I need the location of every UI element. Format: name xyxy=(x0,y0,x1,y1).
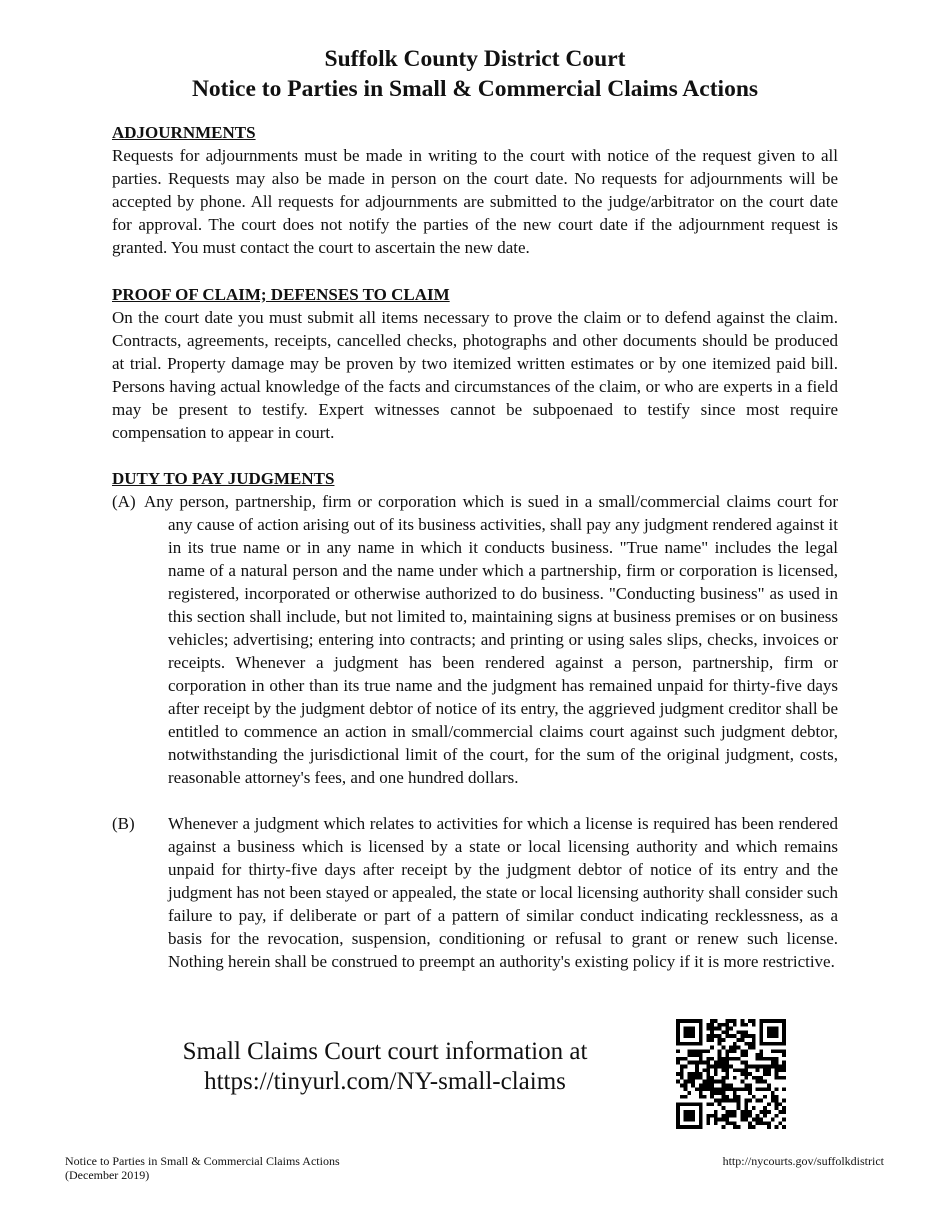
notice-title: Notice to Parties in Small & Commercial Claims Actions xyxy=(191,76,759,102)
court-name: Suffolk County District Court xyxy=(324,46,626,72)
adjournments-section xyxy=(112,121,838,259)
duty-section xyxy=(112,467,838,973)
footer-left xyxy=(65,1154,340,1182)
adjournments-body: Requests for adjournments must be made in writing to the court with notice of the request given to all parties. Requests may also be made in person on the court date. No requests for adjournments will be accepted by phone. All requests for adjournments are submitted to the judge/arbitrator on the court date for approval. The court does not notify the parties of the new court date if the adjournment request is granted. You must contact the court to ascertain the new date. xyxy=(112,146,838,257)
qr-code-icon[interactable] xyxy=(676,1019,786,1129)
duty-item-b xyxy=(112,812,838,973)
proof-heading: PROOF OF CLAIM; DEFENSES TO CLAIM xyxy=(112,285,450,304)
court-info-text: Small Claims Court court information at xyxy=(182,1038,588,1065)
footer-form-name: Notice to Parties in Small & Commercial Claims Actions xyxy=(65,1154,340,1168)
duty-heading: DUTY TO PAY JUDGMENTS xyxy=(112,469,335,488)
item-marker: (B) xyxy=(112,814,135,833)
adjournments-heading: ADJOURNMENTS xyxy=(112,123,256,142)
item-text: Whenever a judgment which relates to activities for which a license is required has been rendered against a business which is licensed by a state or local licensing authority and which remains unpaid for thirty-five days after receipt by the judgment debtor of notice of its entry and the judgment has not been stayed or appealed, the state or local licensing authority shall consider such failure to pay, if deliberate or part of a pattern of similar conduct indicating recklessness, as a basis for the revocation, suspension, conditioning or refusal to grant or renew such license. Nothing herein shall be construed to preempt an authority's existing policy if it is more restrictive. xyxy=(168,814,838,971)
footer-website[interactable]: http://nycourts.gov/suffolkdistrict xyxy=(722,1154,884,1168)
page-title xyxy=(0,44,950,104)
court-info-url[interactable]: https://tinyurl.com/NY-small-claims xyxy=(204,1068,566,1095)
court-info xyxy=(150,1037,620,1097)
duty-item-a xyxy=(112,490,838,789)
footer-date: (December 2019) xyxy=(65,1168,150,1182)
item-text: Any person, partnership, firm or corporation which is sued in a small/commercial claims court for any cause of action arising out of its business activities, shall pay any judgment rendered against it in its true name or in any name in which it conducts business. "True name" includes the legal name of a natural person and the name under which a partnership, firm or corporation is licensed, registered, incorporated or otherwise authorized to do business. "Conducting business" as used in this section shall include, but not limited to, maintaining signs at business premises or on business vehicles; advertising; entering into contracts; and printing or using sales slips, checks, invoices or receipts. Whenever a judgment has been rendered against a person, partnership, firm or corporation in other than its true name and the judgment has remained unpaid for thirty-five days after receipt by the judgment debtor of notice of its entry, the aggrieved judgment creditor shall be entitled to commence an action in small/commercial claims court against such judgment debtor, notwithstanding the jurisdictional limit of the court, for the sum of the original judgment, costs, reasonable attorney's fees, and one hundred dollars. xyxy=(144,492,838,787)
proof-section xyxy=(112,283,838,444)
proof-body: On the court date you must submit all items necessary to prove the claim or to defend against the claim. Contracts, agreements, receipts, cancelled checks, photographs and other documents should be produced at trial. Property damage may be proven by two itemized written estimates or by one itemized paid bill. Persons having actual knowledge of the facts and circumstances of the claim, or who are experts in a field may be present to testify. Expert witnesses cannot be subpoenaed to testify since most require compensation to appear in court. xyxy=(112,308,838,442)
item-marker: (A) xyxy=(112,492,136,511)
